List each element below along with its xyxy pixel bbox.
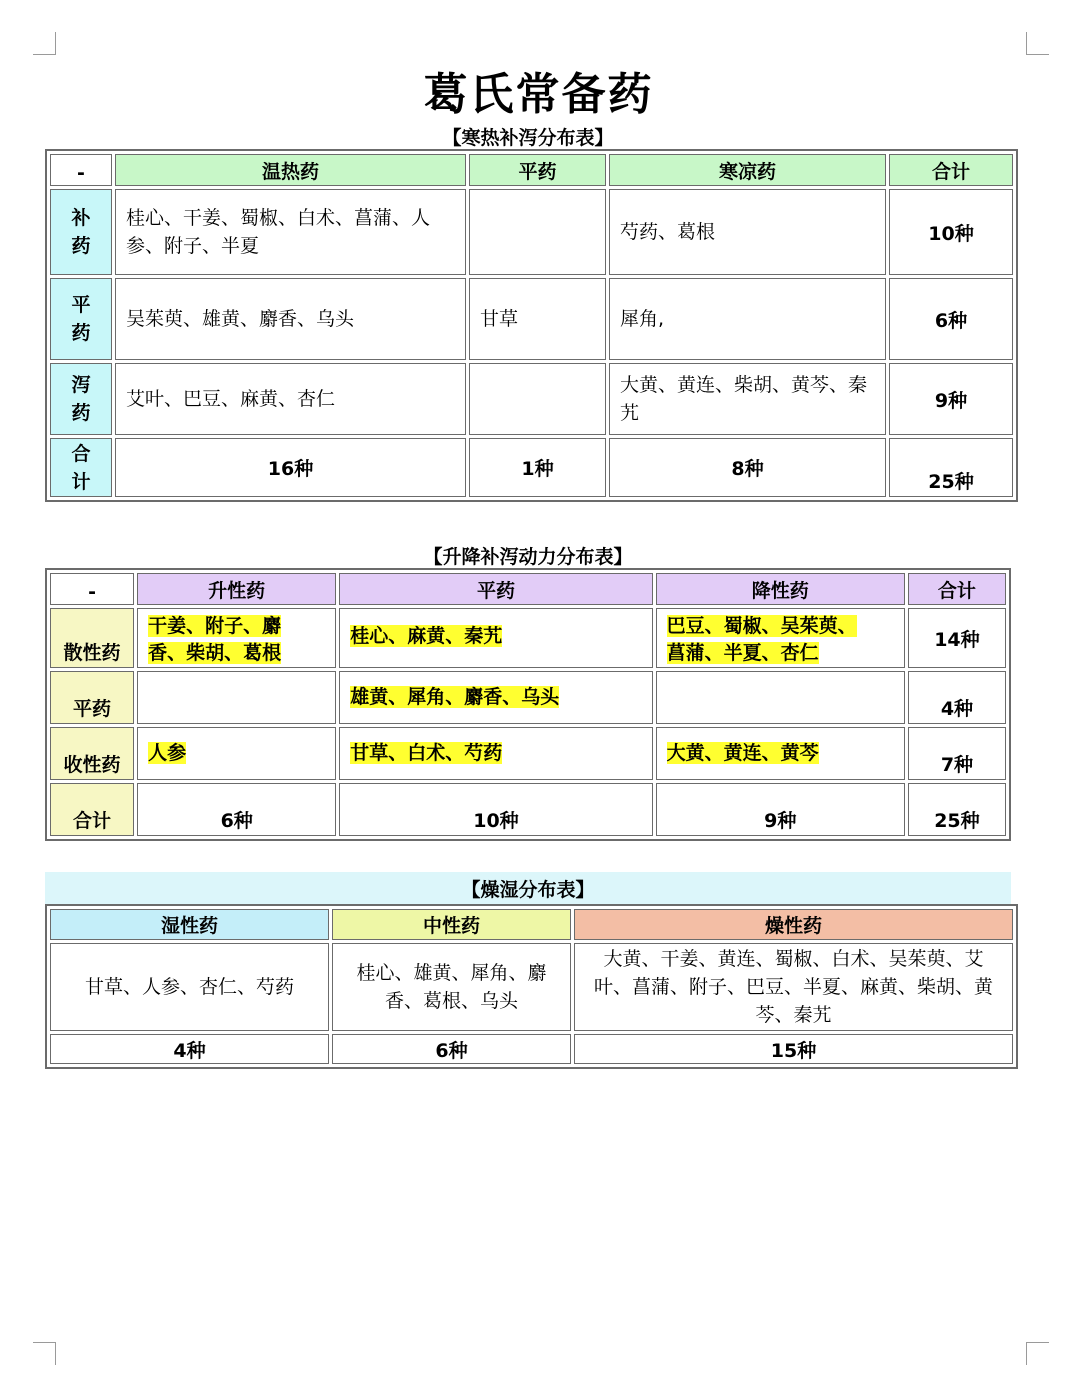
ascend-descend-table bbox=[45, 568, 1011, 841]
t1-header-neutral: 平药 bbox=[469, 154, 606, 186]
table-row bbox=[50, 1034, 1013, 1064]
t2-header-flat: 平药 bbox=[339, 573, 652, 605]
table-row bbox=[50, 608, 1006, 668]
t1-cell: 犀角, bbox=[609, 278, 886, 360]
table-row bbox=[50, 363, 1013, 435]
t2-cell bbox=[656, 608, 905, 668]
t1-cell-total: 6种 bbox=[889, 278, 1013, 360]
t2-cell bbox=[339, 608, 652, 668]
t1-cell: 甘草 bbox=[469, 278, 606, 360]
t1-cell-total: 25种 bbox=[889, 438, 1013, 497]
t2-cell-total: 9种 bbox=[656, 783, 905, 836]
t2-cell-total: 4种 bbox=[908, 671, 1006, 724]
table-row bbox=[50, 671, 1006, 724]
table3-caption: 【燥湿分布表】 bbox=[45, 872, 1011, 906]
t1-cell: 桂心、干姜、蜀椒、白术、菖蒲、人参、附子、半夏 bbox=[115, 189, 466, 275]
t3-cell-total: 4种 bbox=[50, 1034, 329, 1064]
t1-row-label: 合计 bbox=[50, 438, 112, 497]
t1-cell: 大黄、黄连、柴胡、黄芩、秦艽 bbox=[609, 363, 886, 435]
t1-row-label: 补药 bbox=[50, 189, 112, 275]
t2-cell-total: 14种 bbox=[908, 608, 1006, 668]
t3-header-dry: 燥性药 bbox=[574, 909, 1013, 940]
crop-mark-bottom-right bbox=[1026, 1342, 1049, 1365]
highlighted-text: 干姜、附子、麝香、柴胡、葛根 bbox=[148, 615, 282, 664]
t1-row-label: 泻药 bbox=[50, 363, 112, 435]
t1-header-warm: 温热药 bbox=[115, 154, 466, 186]
t2-row-label: 平药 bbox=[50, 671, 134, 724]
t3-cell: 甘草、人参、杏仁、芍药 bbox=[50, 943, 329, 1031]
table-row bbox=[50, 278, 1013, 360]
t2-cell-total: 10种 bbox=[339, 783, 652, 836]
t1-cell: 艾叶、巴豆、麻黄、杏仁 bbox=[115, 363, 466, 435]
table1-caption: 【寒热补泻分布表】 bbox=[442, 127, 614, 149]
t2-header-down: 降性药 bbox=[656, 573, 905, 605]
t2-row-label: 收性药 bbox=[50, 727, 134, 780]
t2-cell bbox=[137, 608, 336, 668]
highlighted-text: 大黄、黄连、黄芩 bbox=[666, 742, 819, 764]
t2-cell bbox=[656, 671, 905, 724]
crop-mark-bottom-left bbox=[33, 1342, 56, 1365]
t1-cell-total: 8种 bbox=[609, 438, 886, 497]
t3-header-damp: 湿性药 bbox=[50, 909, 329, 940]
t2-cell bbox=[339, 671, 652, 724]
t2-cell bbox=[137, 671, 336, 724]
t2-cell-total: 7种 bbox=[908, 727, 1006, 780]
highlighted-text: 雄黄、犀角、麝香、乌头 bbox=[350, 686, 560, 708]
t2-row-label: 合计 bbox=[50, 783, 134, 836]
t1-header-total: 合计 bbox=[889, 154, 1013, 186]
t1-cell-total: 10种 bbox=[889, 189, 1013, 275]
crop-mark-top-left bbox=[33, 32, 56, 55]
table2-caption: 【升降补泻动力分布表】 bbox=[423, 546, 633, 568]
t2-header-up: 升性药 bbox=[137, 573, 336, 605]
t2-cell bbox=[339, 727, 652, 780]
table-row bbox=[50, 943, 1013, 1031]
t3-cell: 大黄、干姜、黄连、蜀椒、白术、吴茱萸、艾叶、菖蒲、附子、巴豆、半夏、麻黄、柴胡、黄芩、秦艽 bbox=[574, 943, 1013, 1031]
t2-cell bbox=[656, 727, 905, 780]
highlighted-text: 桂心、麻黄、秦艽 bbox=[350, 625, 503, 647]
table-row bbox=[50, 727, 1006, 780]
table-row bbox=[50, 783, 1006, 836]
t1-cell bbox=[469, 363, 606, 435]
highlighted-text: 人参 bbox=[148, 742, 187, 764]
t2-row-label: 散性药 bbox=[50, 608, 134, 668]
t1-header-dash: - bbox=[50, 154, 112, 186]
t1-header-cold: 寒凉药 bbox=[609, 154, 886, 186]
t1-cell-total: 1种 bbox=[469, 438, 606, 497]
t1-cell-total: 9种 bbox=[889, 363, 1013, 435]
crop-mark-top-right bbox=[1026, 32, 1049, 55]
t1-cell: 吴茱萸、雄黄、麝香、乌头 bbox=[115, 278, 466, 360]
t3-header-middle: 中性药 bbox=[332, 909, 571, 940]
dry-damp-table bbox=[45, 904, 1018, 1069]
t2-header-total: 合计 bbox=[908, 573, 1006, 605]
t2-header-dash: - bbox=[50, 573, 134, 605]
highlighted-text: 巴豆、蜀椒、吴茱萸、菖蒲、半夏、杏仁 bbox=[666, 615, 857, 664]
t3-cell: 桂心、雄黄、犀角、麝香、葛根、乌头 bbox=[332, 943, 571, 1031]
page-title: 葛氏常备药 bbox=[423, 69, 654, 120]
t2-cell-total: 6种 bbox=[137, 783, 336, 836]
t1-cell: 芍药、葛根 bbox=[609, 189, 886, 275]
t1-cell-total: 16种 bbox=[115, 438, 466, 497]
t3-cell-total: 6种 bbox=[332, 1034, 571, 1064]
t1-row-label: 平药 bbox=[50, 278, 112, 360]
table-row bbox=[50, 438, 1013, 497]
t2-cell bbox=[137, 727, 336, 780]
table-row bbox=[50, 189, 1013, 275]
cold-heat-table bbox=[45, 149, 1018, 502]
t2-cell-total: 25种 bbox=[908, 783, 1006, 836]
highlighted-text: 甘草、白术、芍药 bbox=[350, 742, 503, 764]
t3-cell-total: 15种 bbox=[574, 1034, 1013, 1064]
t1-cell bbox=[469, 189, 606, 275]
